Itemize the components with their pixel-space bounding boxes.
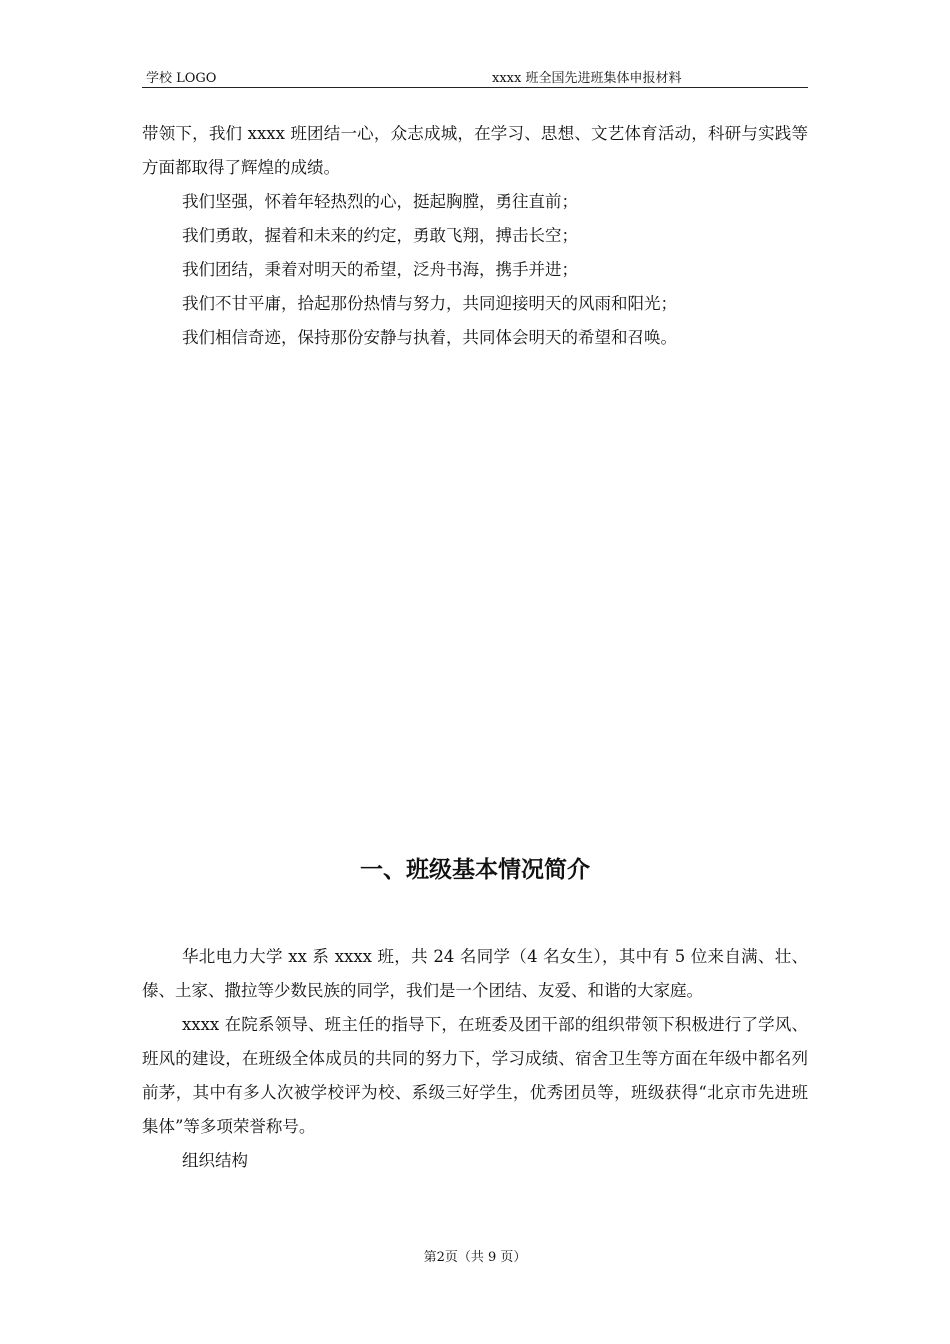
header-school-logo-text: 学校 LOGO — [146, 71, 217, 86]
intro-line-1: 我们坚强，怀着年轻热烈的心，挺起胸膛，勇往直前； — [182, 192, 578, 211]
section-paragraph-1: 华北电力大学 xx 系 xxxx 班，共 24 名同学（4 名女生），其中有 5 位来自满、壮、傣、土家、撒拉等少数民族的同学，我们是一个团结、友爱、和谐的大家庭。 — [142, 947, 808, 1000]
section-paragraph-2: xxxx 在院系领导、班主任的指导下，在班委及团干部的组织带领下积极进行了学风、班风的建设，在班级全体成员的共同的努力下，学习成绩、宿舍卫生等方面在年级中都名列前茅，其中有多人次被学校评为校、系级三好学生，优秀团员等，班级获得“北京市先进班集体”等多项荣誉称号。 — [142, 1015, 808, 1136]
intro-continuation-paragraph: 带领下，我们 xxxx 班团结一心，众志成城，在学习、思想、文艺体育活动，科研与实践等方面都取得了辉煌的成绩。 — [142, 124, 808, 177]
intro-block — [142, 117, 808, 355]
intro-line-4: 我们不甘平庸，拾起那份热情与努力，共同迎接明天的风雨和阳光； — [182, 294, 677, 313]
section-body — [142, 940, 808, 1178]
page-header — [142, 70, 808, 88]
intro-line-2: 我们勇敢，握着和未来的约定，勇敢飞翔，搏击长空； — [182, 226, 578, 245]
header-document-title: xxxx 班全国先进班集体申报材料 — [492, 71, 682, 86]
intro-line-3: 我们团结，秉着对明天的希望，泛舟书海，携手并进； — [182, 260, 578, 279]
intro-line-5: 我们相信奇迹，保持那份安静与执着，共同体会明天的希望和召唤。 — [182, 328, 677, 347]
section-title: 一、班级基本情况简介 — [360, 857, 590, 883]
section-paragraph-3: 组织结构 — [182, 1151, 248, 1170]
page-number-footer: 第2页（共 9 页） — [423, 1250, 527, 1265]
